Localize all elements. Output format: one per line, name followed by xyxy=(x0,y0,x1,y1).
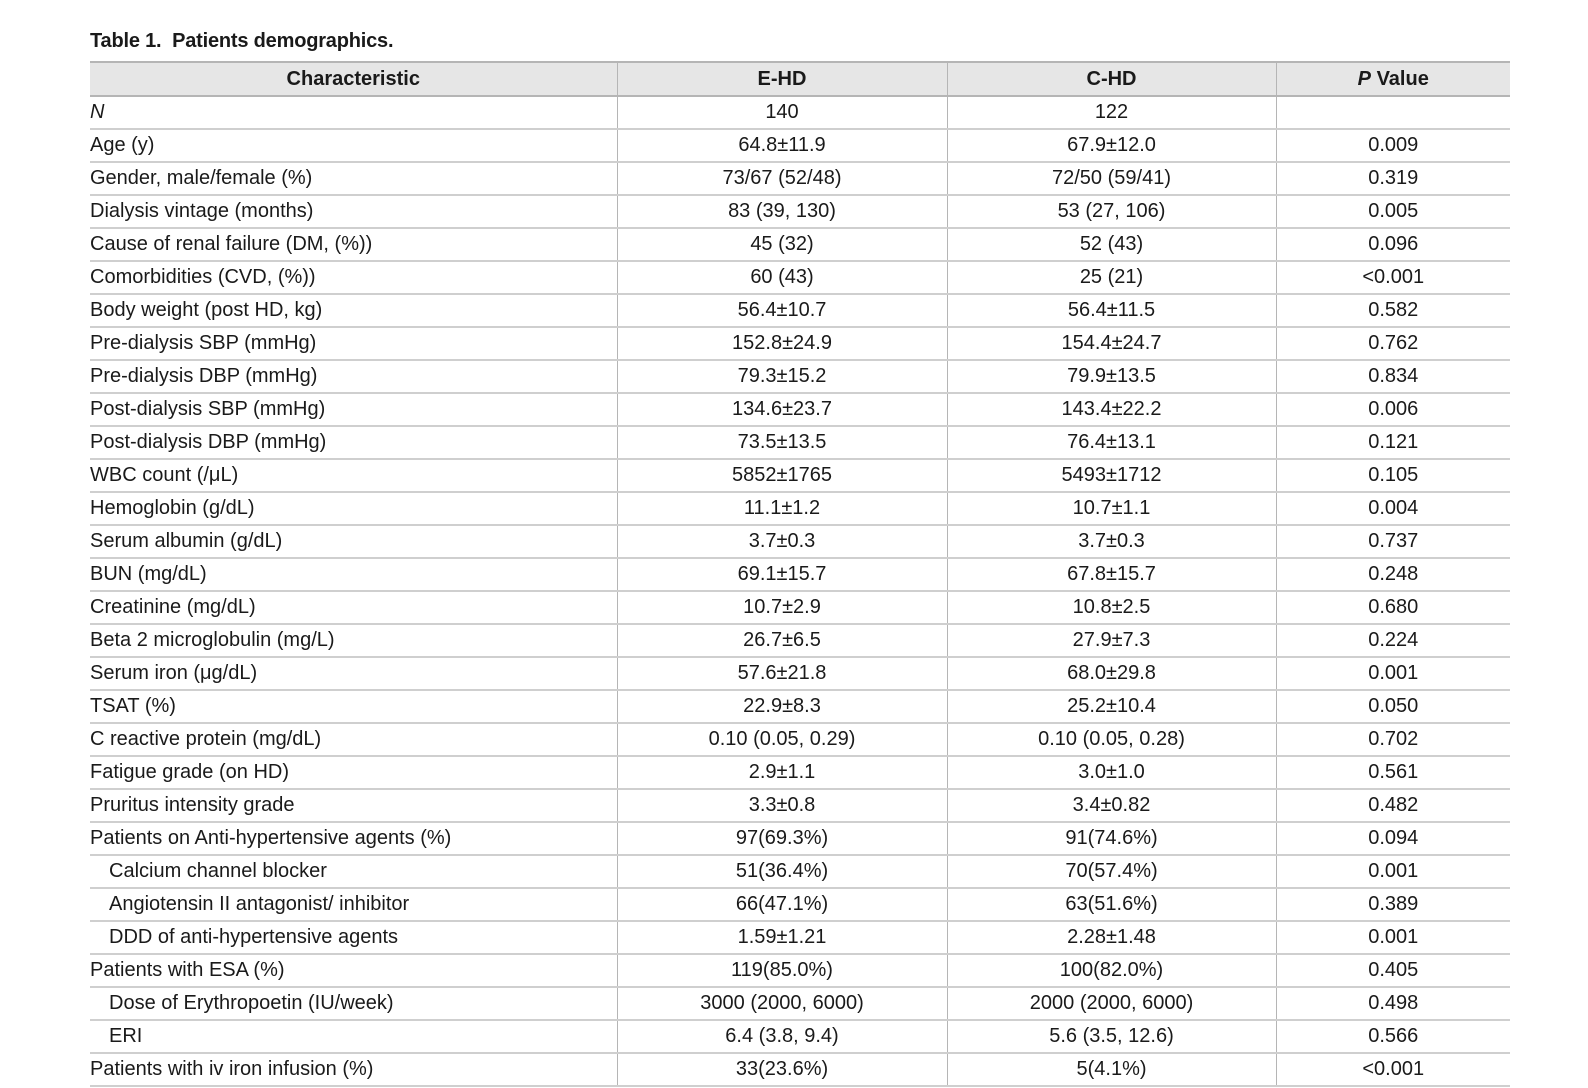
row-label: Hemoglobin (g/dL) xyxy=(90,492,617,525)
table-row xyxy=(90,888,1510,921)
header-p-value xyxy=(1276,62,1510,96)
table-row xyxy=(90,657,1510,690)
chd-value: 53 (27, 106) xyxy=(947,195,1276,228)
chd-value: 63(51.6%) xyxy=(947,888,1276,921)
table-row xyxy=(90,954,1510,987)
table-row xyxy=(90,426,1510,459)
ehd-value: 152.8±24.9 xyxy=(617,327,947,360)
table-row xyxy=(90,1053,1510,1086)
ehd-value: 97(69.3%) xyxy=(617,822,947,855)
table-row xyxy=(90,558,1510,591)
p-value: 0.006 xyxy=(1276,393,1510,426)
chd-value: 5493±1712 xyxy=(947,459,1276,492)
row-label: Angiotensin II antagonist/ inhibitor xyxy=(90,888,617,921)
table-row xyxy=(90,96,1510,129)
chd-value: 0.10 (0.05, 0.28) xyxy=(947,723,1276,756)
ehd-value: 6.4 (3.8, 9.4) xyxy=(617,1020,947,1053)
table-row xyxy=(90,921,1510,954)
row-label: Pre-dialysis SBP (mmHg) xyxy=(90,327,617,360)
row-label: TSAT (%) xyxy=(90,690,617,723)
table-row xyxy=(90,393,1510,426)
chd-value: 3.0±1.0 xyxy=(947,756,1276,789)
p-value: 0.224 xyxy=(1276,624,1510,657)
ehd-value: 3.7±0.3 xyxy=(617,525,947,558)
chd-value: 79.9±13.5 xyxy=(947,360,1276,393)
chd-value: 2000 (2000, 6000) xyxy=(947,987,1276,1020)
header-p-italic: P xyxy=(1357,67,1372,90)
row-label: Serum albumin (g/dL) xyxy=(90,525,617,558)
p-value: 0.561 xyxy=(1276,756,1510,789)
table-row xyxy=(90,492,1510,525)
demographics-table xyxy=(90,61,1510,1087)
table-row xyxy=(90,459,1510,492)
chd-value: 143.4±22.2 xyxy=(947,393,1276,426)
table-row xyxy=(90,195,1510,228)
ehd-value: 0.10 (0.05, 0.29) xyxy=(617,723,947,756)
ehd-value: 64.8±11.9 xyxy=(617,129,947,162)
table-row xyxy=(90,525,1510,558)
header-ehd: E-HD xyxy=(617,62,947,96)
header-row xyxy=(90,62,1510,96)
ehd-value: 79.3±15.2 xyxy=(617,360,947,393)
row-label: Dose of Erythropoetin (IU/week) xyxy=(90,987,617,1020)
p-value: 0.389 xyxy=(1276,888,1510,921)
table-header xyxy=(90,62,1510,96)
ehd-value: 1.59±1.21 xyxy=(617,921,947,954)
ehd-value: 3000 (2000, 6000) xyxy=(617,987,947,1020)
table-row xyxy=(90,360,1510,393)
p-value: 0.319 xyxy=(1276,162,1510,195)
p-value: 0.762 xyxy=(1276,327,1510,360)
chd-value: 70(57.4%) xyxy=(947,855,1276,888)
p-value: 0.001 xyxy=(1276,657,1510,690)
table-body xyxy=(90,96,1510,1086)
chd-value: 67.9±12.0 xyxy=(947,129,1276,162)
chd-value: 5.6 (3.5, 12.6) xyxy=(947,1020,1276,1053)
row-label: C reactive protein (mg/dL) xyxy=(90,723,617,756)
ehd-value: 66(47.1%) xyxy=(617,888,947,921)
ehd-value: 60 (43) xyxy=(617,261,947,294)
ehd-value: 5852±1765 xyxy=(617,459,947,492)
ehd-value: 45 (32) xyxy=(617,228,947,261)
p-value: 0.680 xyxy=(1276,591,1510,624)
table-caption-title: Patients demographics. xyxy=(172,30,394,52)
table-caption-label: Table 1. xyxy=(90,30,162,52)
table-row xyxy=(90,129,1510,162)
table-row xyxy=(90,690,1510,723)
row-label: Dialysis vintage (months) xyxy=(90,195,617,228)
ehd-value: 69.1±15.7 xyxy=(617,558,947,591)
row-label: Comorbidities (CVD, (%)) xyxy=(90,261,617,294)
p-value: 0.248 xyxy=(1276,558,1510,591)
table-row xyxy=(90,789,1510,822)
p-value: 0.005 xyxy=(1276,195,1510,228)
p-value: 0.001 xyxy=(1276,921,1510,954)
chd-value: 25.2±10.4 xyxy=(947,690,1276,723)
p-value: 0.004 xyxy=(1276,492,1510,525)
ehd-value: 26.7±6.5 xyxy=(617,624,947,657)
ehd-value: 134.6±23.7 xyxy=(617,393,947,426)
row-label: Post-dialysis DBP (mmHg) xyxy=(90,426,617,459)
ehd-value: 51(36.4%) xyxy=(617,855,947,888)
p-value: 0.001 xyxy=(1276,855,1510,888)
p-value: 0.702 xyxy=(1276,723,1510,756)
table-row xyxy=(90,756,1510,789)
ehd-value: 33(23.6%) xyxy=(617,1053,947,1086)
table-row xyxy=(90,162,1510,195)
chd-value: 154.4±24.7 xyxy=(947,327,1276,360)
ehd-value: 56.4±10.7 xyxy=(617,294,947,327)
ehd-value: 57.6±21.8 xyxy=(617,657,947,690)
table-row xyxy=(90,624,1510,657)
chd-value: 72/50 (59/41) xyxy=(947,162,1276,195)
table-row xyxy=(90,723,1510,756)
row-label: DDD of anti-hypertensive agents xyxy=(90,921,617,954)
p-value: 0.482 xyxy=(1276,789,1510,822)
p-value: 0.050 xyxy=(1276,690,1510,723)
chd-value: 3.4±0.82 xyxy=(947,789,1276,822)
row-label: BUN (mg/dL) xyxy=(90,558,617,591)
row-label: WBC count (/μL) xyxy=(90,459,617,492)
ehd-value: 2.9±1.1 xyxy=(617,756,947,789)
row-label: Fatigue grade (on HD) xyxy=(90,756,617,789)
chd-value: 68.0±29.8 xyxy=(947,657,1276,690)
chd-value: 67.8±15.7 xyxy=(947,558,1276,591)
p-value: 0.498 xyxy=(1276,987,1510,1020)
p-value: 0.834 xyxy=(1276,360,1510,393)
table-row xyxy=(90,855,1510,888)
p-value: <0.001 xyxy=(1276,1053,1510,1086)
chd-value: 27.9±7.3 xyxy=(947,624,1276,657)
header-characteristic: Characteristic xyxy=(90,62,617,96)
table-caption xyxy=(90,30,393,53)
row-label: Patients on Anti-hypertensive agents (%) xyxy=(90,822,617,855)
ehd-value: 73.5±13.5 xyxy=(617,426,947,459)
p-value: 0.009 xyxy=(1276,129,1510,162)
table-row xyxy=(90,1020,1510,1053)
ehd-value: 83 (39, 130) xyxy=(617,195,947,228)
table-row xyxy=(90,294,1510,327)
row-label: ERI xyxy=(90,1020,617,1053)
chd-value: 100(82.0%) xyxy=(947,954,1276,987)
row-label: Body weight (post HD, kg) xyxy=(90,294,617,327)
table-row xyxy=(90,327,1510,360)
ehd-value: 11.1±1.2 xyxy=(617,492,947,525)
row-label: Pre-dialysis DBP (mmHg) xyxy=(90,360,617,393)
chd-value: 56.4±11.5 xyxy=(947,294,1276,327)
row-label: Age (y) xyxy=(90,129,617,162)
p-value: <0.001 xyxy=(1276,261,1510,294)
p-value: 0.105 xyxy=(1276,459,1510,492)
ehd-value: 73/67 (52/48) xyxy=(617,162,947,195)
p-value: 0.121 xyxy=(1276,426,1510,459)
p-value xyxy=(1276,96,1510,129)
chd-value: 25 (21) xyxy=(947,261,1276,294)
chd-value: 10.8±2.5 xyxy=(947,591,1276,624)
header-p-rest: Value xyxy=(1371,67,1429,90)
row-label: Patients with ESA (%) xyxy=(90,954,617,987)
ehd-value: 22.9±8.3 xyxy=(617,690,947,723)
row-label: Pruritus intensity grade xyxy=(90,789,617,822)
row-label: Gender, male/female (%) xyxy=(90,162,617,195)
chd-value: 10.7±1.1 xyxy=(947,492,1276,525)
p-value: 0.737 xyxy=(1276,525,1510,558)
table-row xyxy=(90,822,1510,855)
row-label: Beta 2 microglobulin (mg/L) xyxy=(90,624,617,657)
ehd-value: 10.7±2.9 xyxy=(617,591,947,624)
p-value: 0.096 xyxy=(1276,228,1510,261)
chd-value: 122 xyxy=(947,96,1276,129)
chd-value: 76.4±13.1 xyxy=(947,426,1276,459)
row-label: Creatinine (mg/dL) xyxy=(90,591,617,624)
p-value: 0.094 xyxy=(1276,822,1510,855)
ehd-value: 140 xyxy=(617,96,947,129)
chd-value: 2.28±1.48 xyxy=(947,921,1276,954)
table-row xyxy=(90,261,1510,294)
row-label: Calcium channel blocker xyxy=(90,855,617,888)
table-row xyxy=(90,228,1510,261)
row-label: Serum iron (μg/dL) xyxy=(90,657,617,690)
ehd-value: 3.3±0.8 xyxy=(617,789,947,822)
row-label: Patients with iv iron infusion (%) xyxy=(90,1053,617,1086)
row-label: Cause of renal failure (DM, (%)) xyxy=(90,228,617,261)
table-row xyxy=(90,591,1510,624)
row-label: Post-dialysis SBP (mmHg) xyxy=(90,393,617,426)
chd-value: 5(4.1%) xyxy=(947,1053,1276,1086)
chd-value: 52 (43) xyxy=(947,228,1276,261)
p-value: 0.566 xyxy=(1276,1020,1510,1053)
table-row xyxy=(90,987,1510,1020)
chd-value: 3.7±0.3 xyxy=(947,525,1276,558)
p-value: 0.582 xyxy=(1276,294,1510,327)
chd-value: 91(74.6%) xyxy=(947,822,1276,855)
row-label: N xyxy=(90,96,617,129)
ehd-value: 119(85.0%) xyxy=(617,954,947,987)
p-value: 0.405 xyxy=(1276,954,1510,987)
header-chd: C-HD xyxy=(947,62,1276,96)
